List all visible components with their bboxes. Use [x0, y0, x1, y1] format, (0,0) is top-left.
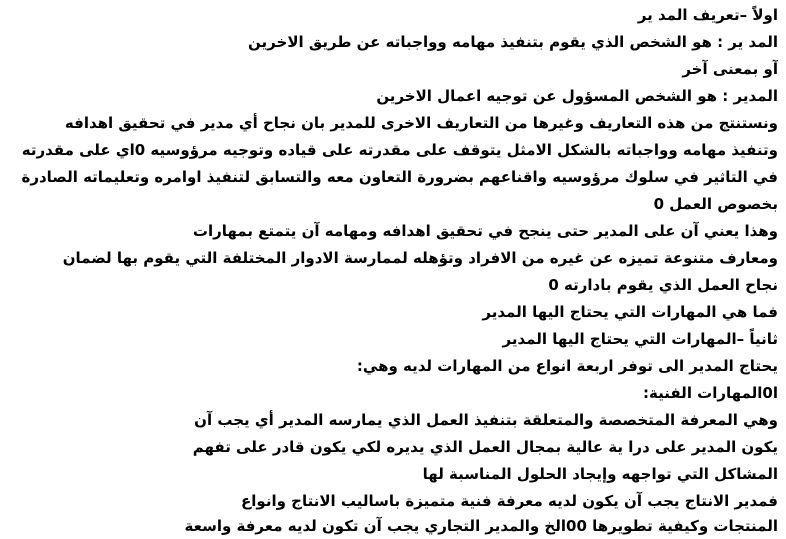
text-line: المد ير : هو الشخص الذي يقوم بتنفيذ مهامه وواجباته عن طريق الاخرين: [248, 33, 778, 51]
text-line: المدير : هو الشخص المسؤول عن توجيه اعمال الاخرين: [376, 87, 778, 105]
text-line: وتنفيذ مهامه وواجباته بالشكل الامثل يتوقف على مقدرته على قياده وتوجيه مرؤوسيه 0اي على مقدرته: [21, 141, 778, 159]
text-line: المنتجات وكيفية تطويرها 00الخ والمدير التجاري يجب آن تكون لديه معرفة واسعة: [184, 517, 778, 535]
text-line: يحتاج المدير الى توفر اربعة انواع من المهارات لديه وهي:: [356, 357, 778, 375]
text-line: المشاكل التي تواجهه وإيجاد الحلول المناسبة لها: [422, 465, 778, 483]
text-line: ومعارف متنوعة تميزه عن غيره من الافراد وتؤهله لممارسة الادوار المختلفة التي يقوم بها لضمان: [62, 249, 778, 267]
text-line: بخصوص العمل 0: [653, 195, 778, 213]
text-line: فمدير الانتاج يجب آن يكون لديه معرفة فنية متميزة باساليب الانتاج وانواع: [241, 492, 778, 510]
heading-manager-skills: ثانياً –المهارات التي يحتاج اليها المدير: [502, 330, 778, 348]
text-line: آو بمعنى آخر: [682, 60, 778, 78]
text-line: يكون المدير على درا ية عالية بمجال العمل الذي يديره لكي يكون قادر على تفهم: [192, 438, 778, 456]
heading-technical-skills: ا0المهارات الفنية:: [643, 384, 778, 402]
heading-manager-definition: اولاً –تعريف المد ير: [637, 6, 778, 24]
text-line: فما هي المهارات التي يحتاج اليها المدير: [482, 303, 778, 321]
text-line: وهي المعرفة المتخصصة والمتعلقة بتنفيذ العمل الذي يمارسه المدير أي يجب آن: [194, 411, 778, 429]
text-line: وهذا يعني آن على المدير حتى ينجح في تحقيق اهدافه ومهامه آن يتمتع بمهارات: [192, 222, 778, 240]
text-line: ونستنتج من هذه التعاريف وغيرها من التعاريف الاخرى للمدير بان نجاح أي مدير في تحقيق اهدافه: [64, 114, 778, 132]
text-line: نجاح العمل الذي يقوم بادارته 0: [548, 276, 778, 294]
text-line: في التاثير في سلوك مرؤوسيه واقناعهم بضرورة التعاون معه والتسابق لتنفيذ اوامره وتعليماته الصادرة: [21, 168, 778, 186]
